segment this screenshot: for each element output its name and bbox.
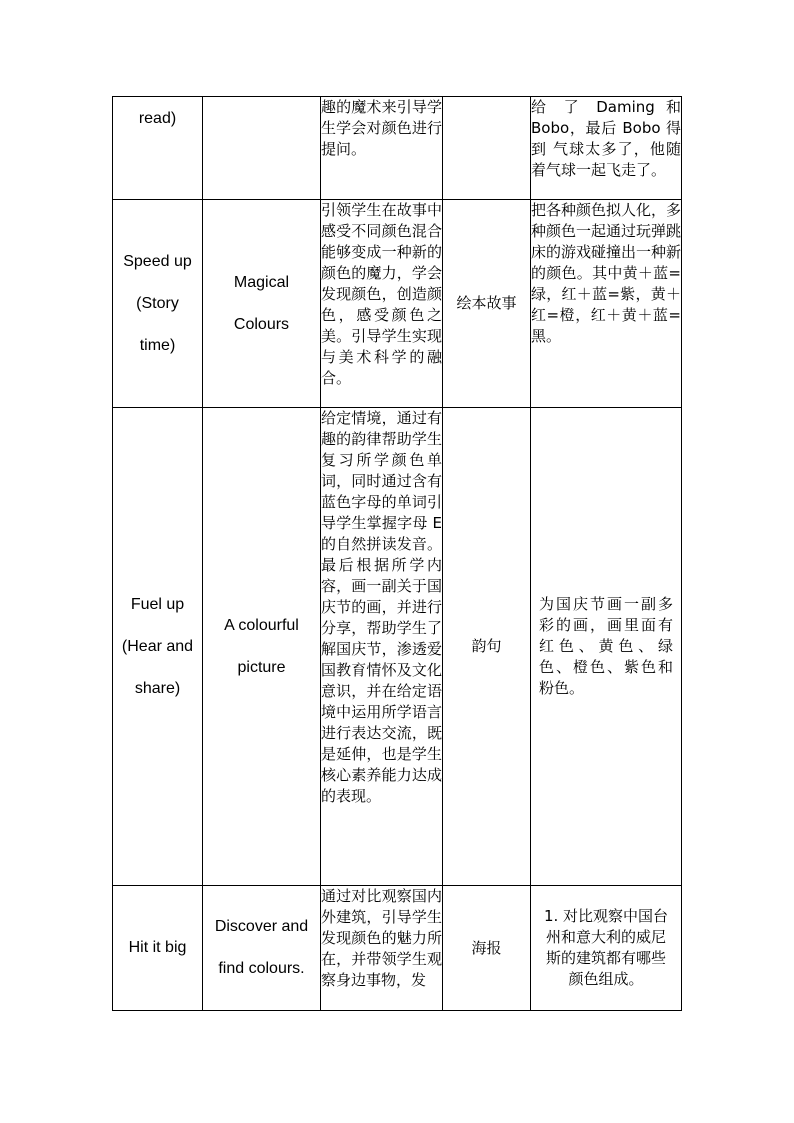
resource-cell	[443, 97, 531, 200]
resource-cell: 海报	[443, 886, 531, 1011]
purpose-cell: 引领学生在故事中感受不同颜色混合能够变成一种新的颜色的魔力，学会发现颜色，创造颜色，感受颜色之美。引导学生实现与美术科学的融合。	[321, 200, 443, 408]
stage-cell: read)	[113, 97, 203, 200]
table-row	[113, 886, 682, 1011]
content-cell: 把各种颜色拟人化，多种颜色一起通过玩弹跳床的游戏碰撞出一种新的颜色。其中黄＋蓝=绿，红＋蓝=紫，黄＋红=橙，红＋黄＋蓝=黑。	[531, 200, 682, 408]
activity-title-cell: A colourful picture	[203, 408, 321, 886]
table-row	[113, 200, 682, 408]
activity-title-cell: Magical Colours	[203, 200, 321, 408]
activity-title-cell: Discover and find colours.	[203, 886, 321, 1011]
purpose-cell: 给定情境，通过有趣的韵律帮助学生复习所学颜色单词，同时通过含有蓝色字母的单词引导学生掌握字母 E 的自然拼读发音。最后根据所学内容，画一副关于国庆节的画，并进行分享，帮助学生了解国庆节，渗透爱国教育情怀及文化意识，并在给定语境中运用所学语言进行表达交流，既是延伸，也是学生核心素养能力达成的表现。	[321, 408, 443, 886]
table-row	[113, 408, 682, 886]
stage-cell: Fuel up (Hear and share)	[113, 408, 203, 886]
stage-cell: Speed up (Story time)	[113, 200, 203, 408]
lesson-plan-table	[112, 96, 682, 1011]
stage-cell: Hit it big	[113, 886, 203, 1011]
content-cell: 1. 对比观察中国台州和意大利的威尼斯的建筑都有哪些颜色组成。	[531, 886, 682, 1011]
content-cell: 为国庆节画一副多彩的画，画里面有红色、黄色、绿色、橙色、紫色和粉色。	[531, 408, 682, 886]
purpose-cell: 通过对比观察国内外建筑，引导学生发现颜色的魅力所在，并带领学生观察身边事物，发	[321, 886, 443, 1011]
content-cell: 给 了 Daming 和 Bobo，最后 Bobo 得到 气球太多了，他随着气球一起飞走了。	[531, 97, 682, 200]
activity-title-cell	[203, 97, 321, 200]
resource-cell: 韵句	[443, 408, 531, 886]
table-row	[113, 97, 682, 200]
purpose-cell: 趣的魔术来引导学生学会对颜色进行提问。	[321, 97, 443, 200]
resource-cell: 绘本故事	[443, 200, 531, 408]
